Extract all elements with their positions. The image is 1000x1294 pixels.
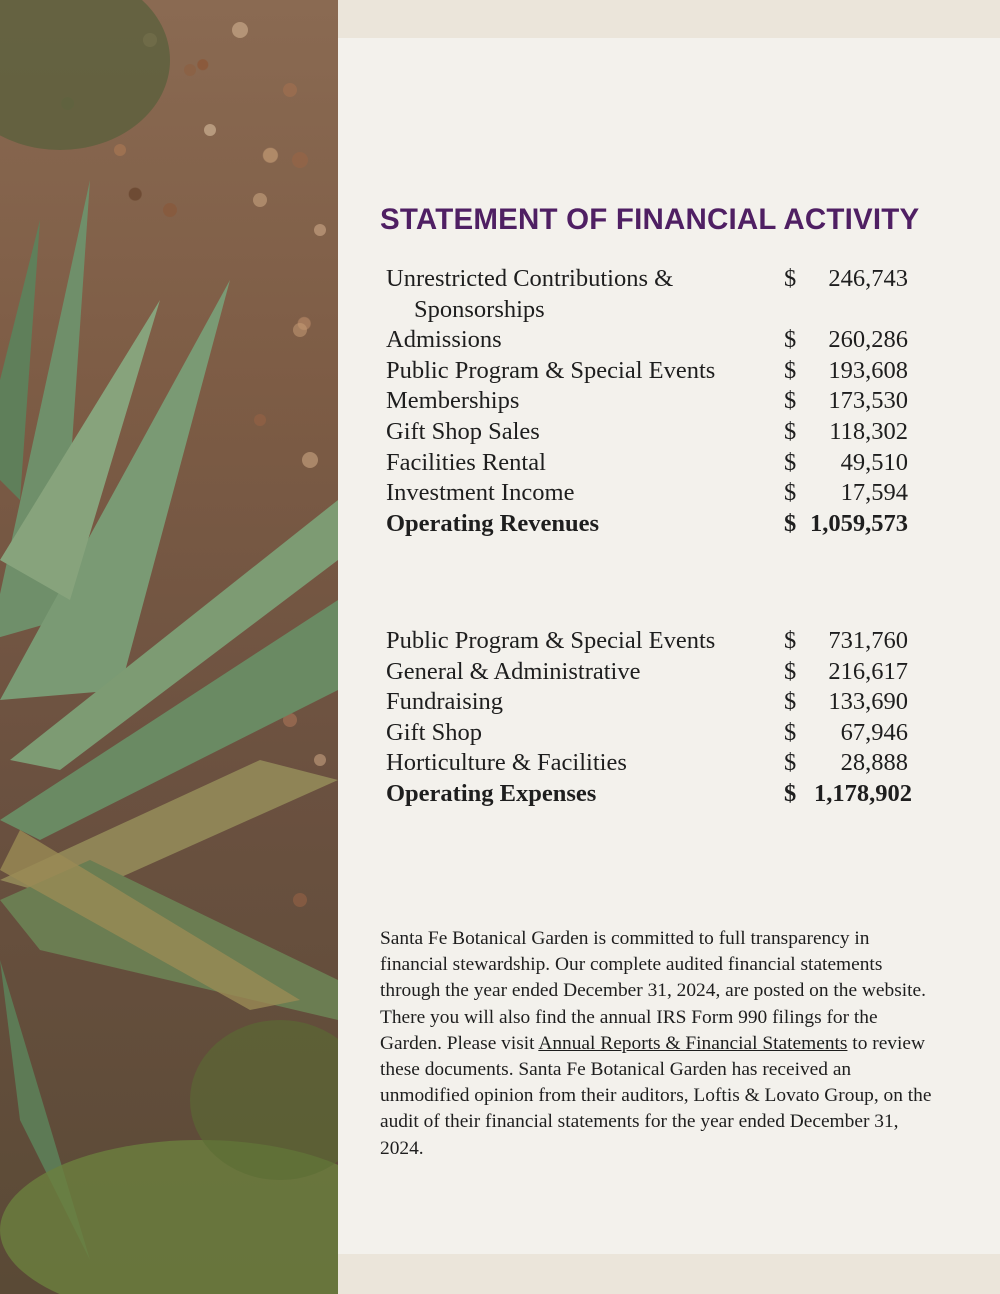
table-row (386, 417, 926, 448)
row-amount: 731,760 (828, 627, 908, 654)
currency-symbol: $ (784, 265, 797, 292)
currency-symbol: $ (784, 448, 797, 476)
row-amount: 193,608 (828, 356, 908, 384)
row-amount: 216,617 (828, 657, 908, 685)
currency-symbol: $ (784, 509, 797, 537)
row-label: General & Administrative (386, 657, 641, 685)
total-label: Operating Expenses (386, 779, 597, 807)
bottom-band (338, 1254, 1000, 1294)
row-label: Gift Shop Sales (386, 417, 540, 445)
currency-symbol: $ (784, 688, 797, 716)
row-label: Admissions (386, 326, 502, 354)
table-row (386, 478, 926, 509)
row-label: Memberships (386, 387, 520, 415)
currency-symbol: $ (784, 417, 797, 445)
row-label: Public Program & Special Events (386, 627, 716, 654)
row-label: Facilities Rental (386, 448, 546, 476)
currency-symbol: $ (784, 387, 797, 415)
row-label: Investment Income (386, 479, 575, 507)
currency-symbol: $ (784, 657, 797, 685)
transparency-note (380, 926, 940, 1162)
table-row (386, 626, 926, 657)
currency-symbol: $ (784, 479, 797, 507)
table-row (386, 657, 926, 688)
agave-illustration (0, 0, 338, 1294)
currency-symbol: $ (784, 326, 797, 354)
currency-symbol: $ (784, 356, 797, 384)
row-amount: 173,530 (828, 387, 908, 415)
table-row (386, 386, 926, 417)
total-amount: 1,178,902 (814, 779, 912, 807)
revenues-table (386, 264, 926, 539)
table-row (386, 448, 926, 479)
table-row (386, 718, 926, 749)
row-amount: 28,888 (840, 749, 908, 777)
row-label: Gift Shop (386, 718, 482, 746)
total-row (386, 779, 926, 810)
agave-plant-photo (0, 0, 338, 1294)
currency-symbol: $ (784, 779, 797, 807)
row-amount: 49,510 (840, 448, 908, 476)
row-amount: 133,690 (828, 688, 908, 716)
table-row (386, 356, 926, 387)
row-amount: 67,946 (840, 718, 908, 746)
table-row (386, 748, 926, 779)
total-amount: 1,059,573 (810, 509, 908, 537)
total-row (386, 509, 926, 540)
row-amount: 260,286 (828, 326, 908, 354)
note-text-before: Santa Fe Botanical Garden is committed to full transparency in financial stewardship. Our complete audited financial statements through the year ended December 31, 2024, are posted on the website. There you will also find the annual IRS Form 990 filings for the Garden. Please visit (380, 928, 926, 1054)
row-amount: 17,594 (840, 479, 908, 507)
currency-symbol: $ (784, 627, 797, 654)
total-label: Operating Revenues (386, 509, 599, 537)
table-row (386, 264, 926, 325)
annual-reports-link[interactable]: Annual Reports & Financial Statements (538, 1032, 848, 1054)
currency-symbol: $ (784, 749, 797, 777)
expenses-table (386, 626, 926, 810)
row-label: Unrestricted Contributions & Sponsorships (386, 265, 674, 323)
top-band (338, 0, 1000, 38)
row-label: Public Program & Special Events (386, 356, 716, 384)
row-amount: 246,743 (828, 265, 908, 292)
page-title: STATEMENT OF FINANCIAL ACTIVITY (380, 203, 920, 236)
table-row (386, 325, 926, 356)
note-text-after: to review these documents. Santa Fe Botanical Garden has received an unmodified opinion from their auditors, Loftis & Lovato Group, on the audit of their financial statements for the year ended December 31, 2024. (380, 1032, 932, 1159)
row-label: Horticulture & Facilities (386, 749, 627, 777)
currency-symbol: $ (784, 718, 797, 746)
table-row (386, 687, 926, 718)
row-label: Fundraising (386, 688, 504, 716)
row-amount: 118,302 (829, 417, 908, 445)
